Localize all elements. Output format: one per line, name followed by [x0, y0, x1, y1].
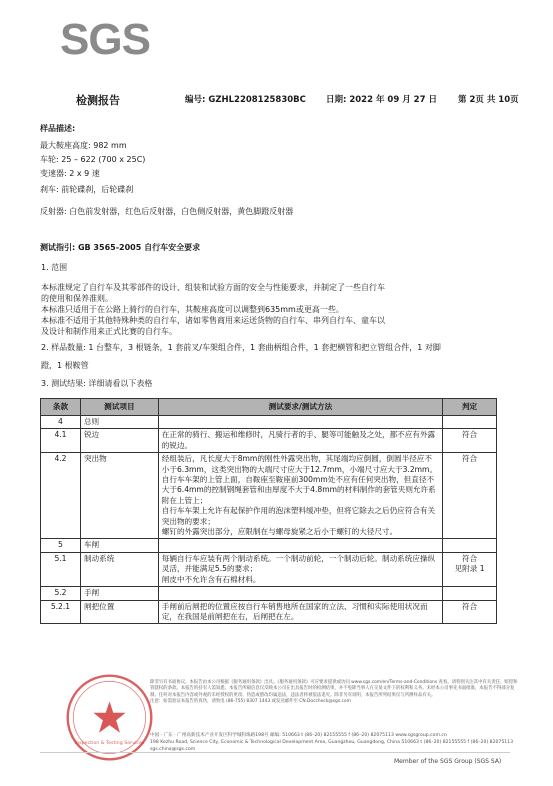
cell-verdict: [443, 416, 497, 429]
header-clause: 条款: [41, 399, 81, 416]
cell-verdict: 符合: [443, 600, 497, 624]
cell-clause: 5.1: [41, 552, 81, 586]
report-number: 编号: GZHL2208125830BC: [185, 95, 306, 105]
cell-requirement: 经组装后，凡长度大于8mm的刚性外露突出物，其尾端均应倒圆，倒圆半径应不小于6.3mm，这类突出物的大端尺寸应大于12.7mm，小端尺寸应大于3.2mm。 自行车车架的上管上面，自鞍座至鞍座前300mm处不应有任何突出物，但直径不大于6.4mm的控制钢绳套管和由厚度不大于4.8mm的材料制作的套管夹则允许系附在上管上； 自行车车架上允许有起保护作用的泡沫塑料缓冲垫，但将它除去之后仍应符合有关突出物的要求； 螺钉的外露突出部分，应限制在与螺母旋紧之后小于螺钉的大径尺寸。: [158, 453, 442, 539]
report-title: 检测报告: [76, 94, 120, 107]
cell-clause: 4.2: [41, 453, 81, 539]
report-date: 日期: 2022 年 09 月 27 日: [326, 95, 437, 105]
sample-line: 最大鞍座高度: 982 mm: [40, 141, 127, 150]
cell-requirement: 手闸前后闸把的位置应按自行车销售地所在国家的立法、习惯和实际使用状况而定，在我国是前闸把在右，后闸把在左。: [158, 600, 442, 624]
header-verdict: 判定: [443, 399, 497, 416]
sample-line: 刹车: 前轮碟刹，后轮碟刹: [40, 185, 134, 194]
terms-text: 除非另有书面协议，本报告由本公司根据《服务通用条款》出具。《服务通用条款》可应要求提供或访问 www.sgs.com/en/Terms-and-Conditions 查看。请特别关注其中有关责任、赔偿和管辖权的条款。本报告的持有人需知悉，本报告所载信息仅反映本公司在出具报告时的检测结果，并不免除当事人在交易文件下的权利和义务。未经本公司事先书面批准，本报告不得部分复制。任何对本报告内容或外观的未经授权的更改、伪造或篡改均属违法，违法者将被依法追究。除非另有说明，本报告所列结果仅与所测样品有关。: [150, 680, 518, 698]
cell-item: 闸把位置: [80, 600, 158, 624]
table-row: [41, 552, 497, 586]
test-guideline: 测试指引: GB 3565-2005 自行车安全要求: [40, 243, 201, 252]
sgs-logo: [60, 15, 160, 64]
cell-item: 制动系统: [80, 552, 158, 586]
cell-clause: 5.2: [41, 587, 81, 600]
member-note: Member of the SGS Group (SGS SA): [394, 758, 502, 765]
sample-quantity: 2. 样品数量: 1 台整车，3 根链条，1 套前叉/车架组合件，1 套曲柄组合件，1 套把横管和把立管组合件，1 对脚: [41, 343, 441, 352]
cell-requirement: 在正常的骑行、搬运和维修时，凡骑行者的手、腿等可能触及之处，都不应有外露的锐边。: [158, 429, 442, 453]
sample-heading: 样品描述:: [40, 124, 76, 133]
cell-item: 突出物: [80, 453, 158, 539]
cell-requirement: [158, 416, 442, 429]
scope-line: 及设计和制作用来正式比赛的自行车。: [41, 327, 177, 336]
cell-requirement: 每辆自行车应装有两个制动系统。一个制动前轮，一个制动后轮。制动系统应操纵灵活，并能满足5.5的要求； 闸皮中不允许含有石棉材料。: [158, 552, 442, 586]
table-row: [41, 600, 497, 624]
table-row: [41, 539, 497, 552]
cell-item: 车闸: [80, 539, 158, 552]
scope-title: 1. 范围: [41, 263, 68, 272]
sample-line: 反射器: 白色前发射器，红色后反射器，白色侧反射器，黄色脚蹬反射器: [40, 207, 294, 216]
scope-line: 的使用和保养准则。: [41, 294, 113, 303]
table-body: [41, 416, 497, 624]
address-chinese: 中国 · 广东 · 广州高新技术产业开发区科学城科珠路198号 邮编: 510663 t (86–20) 82155555 f (86–20) 82075113 www.sgsgroup.com.cn: [150, 733, 447, 738]
page-count: 第 2页 共 10页: [458, 95, 519, 105]
cell-requirement: [158, 587, 442, 600]
table-row: [41, 587, 497, 600]
test-result-note: 3. 测试结果: 详细请看以下表格: [41, 379, 153, 388]
sample-line: 变速器: 2 x 9 速: [40, 169, 100, 178]
cell-clause: 4.1: [41, 429, 81, 453]
address-english: 198 Kezhu Road, Science City, Economic & Technological Development Area, Guangzhou, Guangdong, China 510663 t (86–20) 82155555 f (86–20) 82075113 sgs.china@sgs.com: [150, 740, 514, 752]
results-table: [40, 398, 497, 624]
table-row: [41, 429, 497, 453]
footer-divider: [40, 752, 510, 753]
sample-line: 车轮: 25 – 622 (700 x 25C): [40, 155, 146, 164]
cell-clause: 4: [41, 416, 81, 429]
scope-text: [41, 282, 511, 337]
scope-line: 本标准不适用于其他特殊种类的自行车，诸如零售商用来运送货物的自行车、串列自行车、童车以: [41, 316, 385, 325]
cell-item: 总则: [80, 416, 158, 429]
cell-verdict: [443, 587, 497, 600]
cell-item: 手闸: [80, 587, 158, 600]
footer-terms: [150, 680, 520, 706]
cell-item: 锐边: [80, 429, 158, 453]
cell-clause: 5: [41, 539, 81, 552]
cell-verdict: 符合: [443, 453, 497, 539]
verify-text: 注意：如需验证本报告的真伪，请致电 (86-755) 8307 1443 或发送邮件至 CN.Doccheck@sgs.com: [150, 699, 351, 705]
table-header-row: [41, 399, 497, 416]
cell-verdict: 符合 见附录 1: [443, 552, 497, 586]
cell-verdict: [443, 539, 497, 552]
cell-verdict: 符合: [443, 429, 497, 453]
scope-line: 本标准只适用于在公路上骑行的自行车，其鞍座高度可以调整到635mm或更高一些。: [41, 305, 344, 314]
cell-clause: 5.2.1: [41, 600, 81, 624]
svg-text:Inspection & Testing Services: Inspection & Testing Services: [74, 741, 145, 747]
table-row: [41, 453, 497, 539]
footer-address: [150, 732, 530, 753]
header-item: 测试项目: [80, 399, 158, 416]
report-header: [40, 92, 520, 106]
cell-requirement: [158, 539, 442, 552]
seal-stamp-icon: [62, 670, 157, 765]
sample-quantity-cont: 蹬，1 根鞍管: [41, 361, 89, 370]
header-requirement: 测试要求/测试方法: [158, 399, 442, 416]
table-row: [41, 416, 497, 429]
logo-text: SGS: [60, 15, 150, 64]
scope-line: 本标准规定了自行车及其零部件的设计、组装和试验方面的安全与性能要求，并制定了一些自行车: [41, 283, 385, 292]
